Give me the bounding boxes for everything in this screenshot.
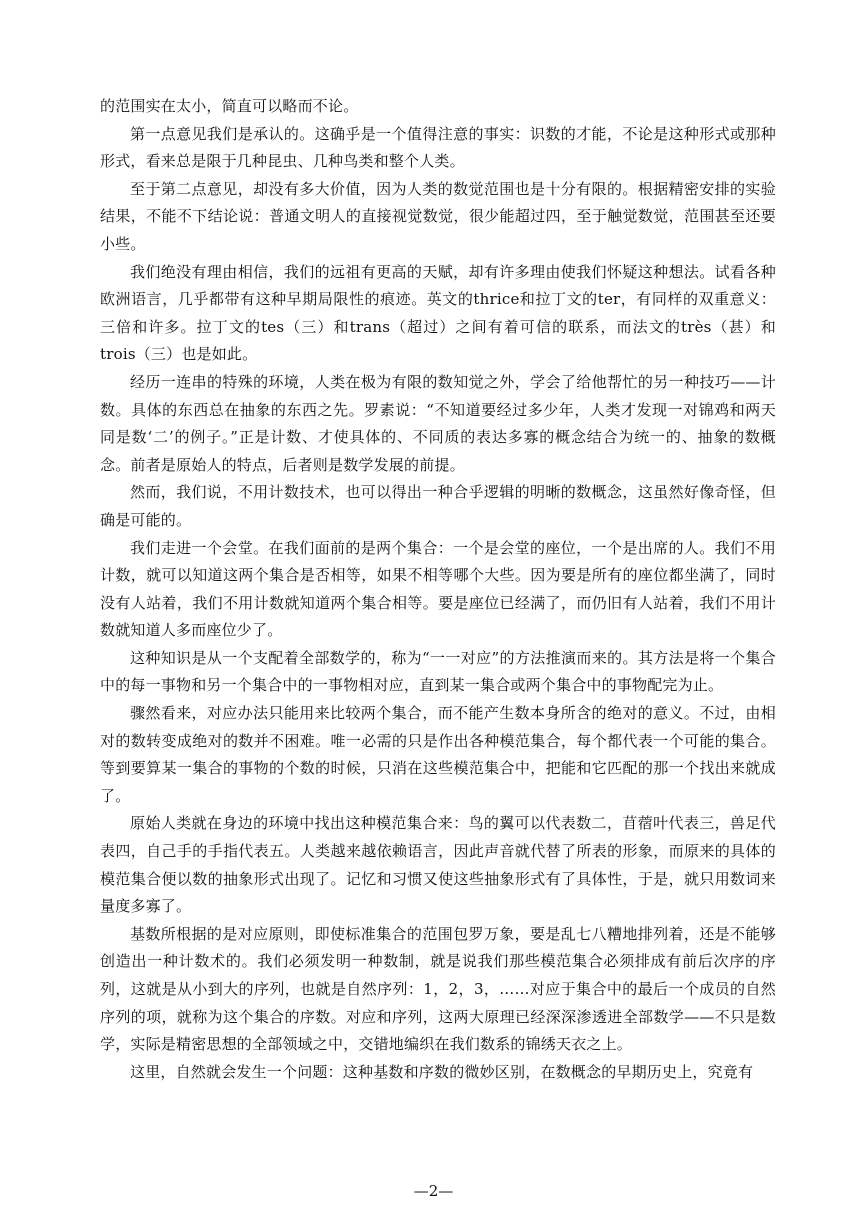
paragraph: 骤然看来，对应办法只能用来比较两个集合，而不能产生数本身所含的绝对的意义。不过，由相对的数转变成绝对的数并不困难。唯一必需的只是作出各种模范集合，每个都代表一个可能的集合。等到要算某一集合的事物的个数的时候，只消在这些模范集合中，把能和它匹配的那一个找出来就成了。	[100, 704, 776, 805]
paragraph: 至于第二点意见，却没有多大价值，因为人类的数觉范围也是十分有限的。根据精密安排的实验结果，不能不下结论说：普通文明人的直接视觉数觉，很少能超过四，至于触觉数觉，范围甚至还要小些。	[100, 179, 776, 253]
paragraph: 经历一连串的特殊的环境，人类在极为有限的数知觉之外，学会了给他帮忙的另一种技巧——计数。具体的东西总在抽象的东西之先。罗素说：“不知道要经过多少年，人类才发现一对锦鸡和两天同是数‘二’的例子。”正是计数、才使具体的、不同质的表达多寡的概念结合为统一的、抽象的数概念。前者是原始人的特点，后者则是数学发展的前提。	[100, 372, 776, 474]
page-number: —2—	[413, 1182, 454, 1200]
paragraph: 这里，自然就会发生一个问题：这种基数和序数的微妙区别，在数概念的早期历史上，究竟有	[130, 1062, 754, 1081]
paragraph: 我们绝没有理由相信，我们的远祖有更高的天赋，却有许多理由使我们怀疑这种想法。试看各种欧洲语言，几乎都带有这种早期局限性的痕迹。英文的thrice和拉丁文的ter，有同样的双重意义：三倍和许多。拉丁文的tes（三）和trans（超过）之间有着可信的联系，而法文的très（甚）和trois（三）也是如此。	[100, 262, 776, 364]
paragraph: 我们走进一个会堂。在我们面前的是两个集合：一个是会堂的座位，一个是出席的人。我们不用计数，就可以知道这两个集合是否相等，如果不相等哪个大些。因为要是所有的座位都坐满了，同时没有人站着，我们不用计数就知道两个集合相等。要是座位已经满了，而仍旧有人站着，我们不用计数就知道人多而座位少了。	[100, 538, 776, 640]
paragraph: 基数所根据的是对应原则，即使标准集合的范围包罗万象，要是乱七八糟地排列着，还是不能够创造出一种计数术的。我们必须发明一种数制，就是说我们那些模范集合必须排成有前后次序的序列，这就是从小到大的序列，也就是自然序列：1，2，3，……对应于集合中的最后一个成员的自然序列的项，就称为这个集合的序数。对应和序列，这两大原理已经深深渗透进全部数学——不只是数学，实际是精密思想的全部领域之中，交错地编织在我们数系的锦绣天衣之上。	[100, 924, 776, 1054]
body-text	[100, 93, 776, 1086]
paragraph: 然而，我们说，不用计数技术，也可以得出一种合乎逻辑的明晰的数概念，这虽然好像奇怪，但确是可能的。	[100, 483, 776, 529]
paragraph: 第一点意见我们是承认的。这确乎是一个值得注意的事实：识数的才能，不论是这种形式或那种形式，看来总是限于几种昆虫、几种鸟类和整个人类。	[100, 124, 776, 171]
paragraph-continuation: 的范围实在太小，简直可以略而不论。	[100, 97, 359, 115]
paragraph: 这种知识是从一个支配着全部数学的，称为“一一对应”的方法推演而来的。其方法是将一个集合中的每一事物和另一个集合中的一事物相对应，直到某一集合或两个集合中的事物配完为止。	[100, 648, 776, 695]
paragraph: 原始人类就在身边的环境中找出这种模范集合来：鸟的翼可以代表数二，苜蓿叶代表三，兽足代表四，自己手的手指代表五。人类越来越依赖语言，因此声音就代替了所表的形象，而原来的具体的模范集合便以数的抽象形式出现了。记忆和习惯又使这些抽象形式有了具体性，于是，就只用数词来量度多寡了。	[100, 814, 776, 916]
